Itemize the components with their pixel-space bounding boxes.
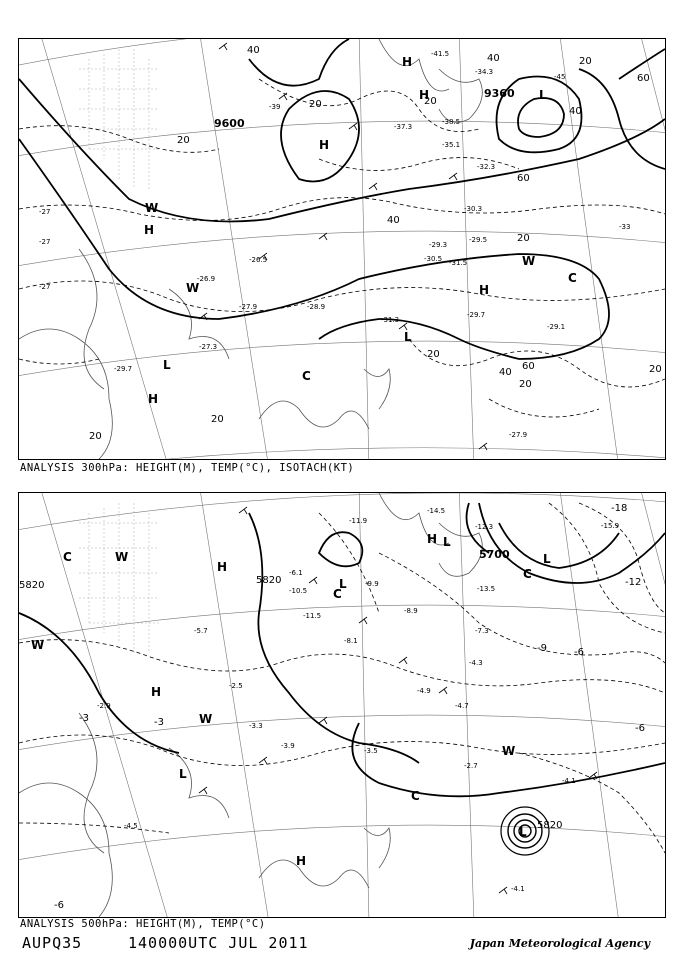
temp-label: -4.9 bbox=[417, 687, 431, 695]
temp-label: -13.5 bbox=[477, 585, 496, 593]
center-mark: C bbox=[63, 550, 72, 564]
temp-label: -4.5 bbox=[124, 822, 138, 830]
temp-label: -11.5 bbox=[303, 612, 322, 620]
temp-label: -3.3 bbox=[249, 722, 263, 730]
center-mark: W bbox=[186, 281, 200, 295]
temp-label: -8.9 bbox=[404, 607, 418, 615]
temp-label: -30.3 bbox=[464, 205, 483, 213]
temp-label: -27 bbox=[39, 208, 51, 216]
center-mark: W bbox=[31, 638, 45, 652]
center-mark: C bbox=[568, 271, 577, 285]
isotach-label: 60 bbox=[637, 73, 650, 84]
height-label: 9360 bbox=[484, 87, 515, 100]
center-mark: C bbox=[411, 789, 420, 803]
map-500hpa bbox=[19, 493, 665, 917]
temp-label: -38.5 bbox=[442, 118, 461, 126]
wind-barbs bbox=[199, 507, 597, 894]
temp-label: -2.5 bbox=[229, 682, 243, 690]
temp-label: -29.7 bbox=[114, 365, 133, 373]
isotherm-label: -9 bbox=[537, 643, 547, 654]
height-label: 5820 bbox=[19, 580, 45, 591]
isotach-label: 40 bbox=[569, 106, 582, 117]
isotherm-label: -6 bbox=[574, 647, 584, 658]
isotherm-label: -3 bbox=[154, 717, 164, 728]
temp-label: -34.3 bbox=[475, 68, 494, 76]
isotach-label: 20 bbox=[211, 414, 224, 425]
temp-label: -30.5 bbox=[424, 255, 443, 263]
center-mark: C bbox=[302, 369, 311, 383]
temp-label: -6.1 bbox=[289, 569, 303, 577]
temp-label: -4.7 bbox=[455, 702, 469, 710]
center-mark: H bbox=[296, 854, 307, 868]
isotach-label: 20 bbox=[309, 99, 322, 110]
isotherm-label: -6 bbox=[54, 900, 64, 911]
temp-label: -4.1 bbox=[511, 885, 525, 893]
temp-label: -15.9 bbox=[601, 522, 620, 530]
temp-label: -26.5 bbox=[249, 256, 268, 264]
isotach-label: 20 bbox=[517, 233, 530, 244]
center-mark: W bbox=[115, 550, 129, 564]
center-mark: H bbox=[151, 685, 162, 699]
height-label: 5700 bbox=[479, 548, 510, 561]
isotach-label: 20 bbox=[427, 349, 440, 360]
center-mark: W bbox=[502, 744, 516, 758]
temp-label: -39 bbox=[269, 103, 281, 111]
temp-label: -27 bbox=[39, 238, 51, 246]
temp-label: -27.3 bbox=[199, 343, 218, 351]
temp-label: -37.3 bbox=[394, 123, 413, 131]
isotach-label: 60 bbox=[517, 173, 530, 184]
height-label: 9600 bbox=[214, 117, 245, 130]
chart-code: AUPQ35 bbox=[22, 934, 83, 952]
center-mark: L bbox=[339, 577, 347, 591]
temp-label: -33 bbox=[619, 223, 631, 231]
temp-label: -2.7 bbox=[464, 762, 478, 770]
center-mark: H bbox=[217, 560, 228, 574]
coastline bbox=[19, 39, 482, 459]
temp-label: -3.9 bbox=[281, 742, 295, 750]
temp-label: -3.5 bbox=[364, 747, 378, 755]
temp-label: -14.5 bbox=[427, 507, 446, 515]
terrain-shading bbox=[79, 49, 159, 189]
isotherm-label: -3 bbox=[79, 713, 89, 724]
valid-time: 140000UTC JUL 2011 bbox=[128, 934, 309, 952]
caption-300hpa: ANALYSIS 300hPa: HEIGHT(M), TEMP(°C), ISOTACH(KT) bbox=[20, 462, 355, 474]
height-label: 5820 bbox=[256, 575, 282, 586]
isotach-label: 60 bbox=[522, 361, 535, 372]
temp-label: -12.3 bbox=[475, 523, 494, 531]
center-mark: H bbox=[479, 283, 490, 297]
center-mark: H bbox=[419, 88, 430, 102]
temp-label: -32.3 bbox=[477, 163, 496, 171]
isotach-label: 40 bbox=[499, 367, 512, 378]
isotach-label: 40 bbox=[487, 53, 500, 64]
temp-label: -28.9 bbox=[307, 303, 326, 311]
temp-label: -31.3 bbox=[381, 316, 400, 324]
isotherm-label: -18 bbox=[611, 503, 628, 514]
temp-label: -4.1 bbox=[562, 777, 576, 785]
temp-label: -27 bbox=[39, 283, 51, 291]
isotach-label: 20 bbox=[649, 364, 662, 375]
center-mark: H bbox=[427, 532, 438, 546]
isotach-label: 20 bbox=[424, 96, 437, 107]
center-mark: C bbox=[333, 587, 342, 601]
isotherm-label: -12 bbox=[625, 577, 642, 588]
terrain-shading bbox=[79, 503, 159, 653]
temp-label: -26.9 bbox=[197, 275, 216, 283]
center-mark: H bbox=[144, 223, 155, 237]
temp-label: -29.7 bbox=[467, 311, 486, 319]
center-mark: W bbox=[522, 254, 536, 268]
chart-300hpa bbox=[18, 38, 666, 460]
center-mark: L bbox=[443, 535, 451, 549]
temp-label: -11.9 bbox=[349, 517, 368, 525]
center-mark: H bbox=[402, 55, 413, 69]
chart-500hpa bbox=[18, 492, 666, 918]
temp-label: -29.1 bbox=[547, 323, 566, 331]
temp-label: -27.9 bbox=[509, 431, 528, 439]
height-label: 5820 bbox=[537, 820, 563, 831]
center-mark: L bbox=[539, 88, 547, 102]
temp-label: -4.3 bbox=[469, 659, 483, 667]
temp-label: -7.3 bbox=[475, 627, 489, 635]
agency-name: Japan Meteorological Agency bbox=[469, 937, 650, 950]
temp-label: -5.7 bbox=[194, 627, 208, 635]
center-mark: C bbox=[523, 567, 532, 581]
temp-label: -29.3 bbox=[429, 241, 448, 249]
isotach-label: 40 bbox=[387, 215, 400, 226]
isotherm-label: -6 bbox=[635, 723, 645, 734]
temp-label: -31.5 bbox=[449, 259, 468, 267]
center-mark: L bbox=[179, 767, 187, 781]
center-mark: L bbox=[163, 358, 171, 372]
isotach-label: 40 bbox=[247, 45, 260, 56]
temp-label: -45 bbox=[554, 73, 566, 81]
coastline bbox=[19, 493, 482, 917]
isotach-label: 20 bbox=[579, 56, 592, 67]
temp-label: -35.1 bbox=[442, 141, 461, 149]
height-contours bbox=[19, 39, 665, 359]
center-mark: H bbox=[148, 392, 159, 406]
temp-label: -9.9 bbox=[365, 580, 379, 588]
temp-label: -27.9 bbox=[239, 303, 258, 311]
center-mark: W bbox=[145, 201, 159, 215]
center-mark: L bbox=[543, 552, 551, 566]
center-mark: L bbox=[404, 330, 412, 344]
height-contours bbox=[19, 503, 665, 796]
temp-label: -10.5 bbox=[289, 587, 308, 595]
temp-label: -2.9 bbox=[97, 702, 111, 710]
temp-label: -8.1 bbox=[344, 637, 358, 645]
center-mark: W bbox=[199, 712, 213, 726]
caption-500hpa: ANALYSIS 500hPa: HEIGHT(M), TEMP(°C) bbox=[20, 918, 266, 930]
map-300hpa bbox=[19, 39, 665, 459]
temp-label: -41.5 bbox=[431, 50, 450, 58]
isotach-label: 20 bbox=[519, 379, 532, 390]
center-mark: H bbox=[319, 138, 330, 152]
isotach-label: 20 bbox=[177, 135, 190, 146]
center-mark: L bbox=[519, 825, 527, 839]
temp-label: -29.5 bbox=[469, 236, 488, 244]
graticule bbox=[19, 39, 665, 459]
isotach-label: 20 bbox=[89, 431, 102, 442]
